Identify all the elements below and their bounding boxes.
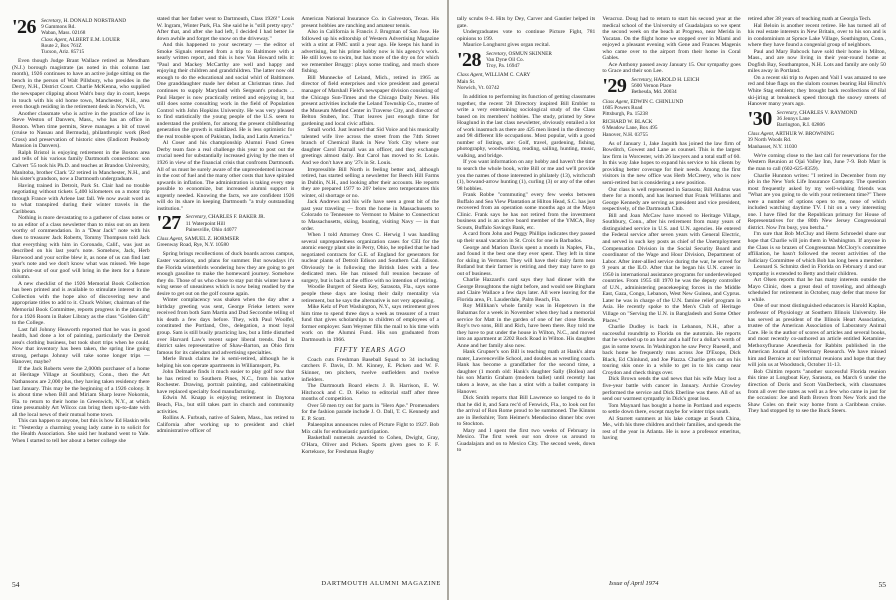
class-agent [157, 236, 295, 248]
left-column-3 [301, 16, 439, 564]
class-officers [631, 77, 699, 96]
paragraph: Irrepressible Bill North is feeling better and, although retired, has started selling a newsletter for Beech Hill Farms in Dublin, N.H., and looking after their accounts. He reports they are prepared 1977 to 20? below zero temperatures this winter, oil shortage or no. [301, 166, 439, 199]
section-title: FIFTY YEARS AGO [334, 346, 406, 355]
agent-name: ARTHUR W. BROWNING [775, 131, 835, 138]
paragraph: Having trained in Detroit, Park St. Clair had no trouble negotiating without tickets 5,400 kilometers on a motor trip through France with Arlene last fall. We now await word as to what transpired during their winter travels in the Caribbean. [12, 182, 150, 215]
secretary-role: Secretary, [631, 76, 653, 83]
paragraph: Ralph Bristol is enjoying retirement in the Boston area and tells of his various family Dartmouth connections: son Calvert '55 took his Ph.D. and teaches at Brandon University, Manitoba, brother Clark '22 retired in Manchester, N.H., and his sister's grandson, now a Dartmouth undergraduate. [12, 149, 150, 183]
right-column-2 [602, 16, 740, 564]
paragraph: Nothing is more devastating to a gatherer of class notes or to an editor of a class newsletter than to miss out on an item worthy of commendation. In a "Dear Jack" note with his dues to treasurer Jack Roberts, Tommy Thompson told Jack that everything with him in Coronado, Calif., was just as described on his last year's note. Somehow, Jack, Herb Harwood and your scribe blew it, as none of us can find last year's note and we don't know what was missed. We hope this print-out of our goof will bring in the item for a future column. [12, 215, 150, 281]
paragraph: stated that her father went to Dartmouth, Class 1926!" Louis W. Ingram, Winter Park, Fla. She said he is "still pretty spry." After that, and after she had left, I decided I had better lie down awhile and forget the snow on the driveway." [156, 16, 295, 42]
paragraph: A new checklist of the 1926 Memorial Book Collection has been printed and is available to stimulate interest in the Collection with the hope also of discovering new and appropriate titles to add to it. Chuck Wolser, chairman of the Memorial Book Committee, reports progress in the planning for a 1926 Room in Baker Library as the class "Golden Gift" to the College. [12, 280, 150, 327]
issue-date: Issue of April 1974 [609, 580, 659, 587]
agent-name: EDWIN C. CHINLUND [630, 98, 684, 105]
paragraph: Al Starrett summers at his lake cottage at South China, Me., with his three children and their families, and spends the rest of the year in Atlanta. He is now a professor emeritus, having [602, 415, 741, 442]
class-year: '26 [12, 16, 37, 38]
class-officers [777, 110, 858, 129]
agent-role: Class Agent, [457, 72, 484, 79]
secretary-role: Secretary, [41, 18, 63, 24]
paragraph: Maurice Longhurst gives organ recital. [463, 42, 551, 49]
secretary-address-2: Waban, Mass. 02168 [41, 30, 86, 37]
second-agent-address-1: 6 Meadow Lane, Box 495 [602, 125, 658, 132]
paragraph: The Dartmouth Board elects J. B. Harrison, E. W. Hitchcock and C. D. Kelso to editorial staff after three months of competition. [301, 383, 439, 403]
secretary-address-1: 5600 Vernon Place [631, 83, 672, 90]
paragraph: Roy Millikan's whole family was in Hopetown in the Bahamas for a week in November when they had a memorial service for Matt in the garden of one of her close friends. Roy's two sons, Bill and Rich, have been there. Roy told me they have to put under the house in Wilton, N.C., and moved into an apartment at 2202 Rock Road in Wilton. His daughter Anne and her family also now. [457, 303, 596, 349]
paragraph: Mike Kelz of Port Washington, N.Y., says retirement gives him time to spend three days a week as treasurer of a trust fund that gives scholarships to children of employees of a former employer. Sam Weymer fills the mail to his time with work on the Alumni Fund. His son graduated from Dartmouth in 1966. [301, 304, 439, 343]
paragraph: Bill Munnecke of Leland, Mich., retired in 1965 as director of field enterprises and vice president and general manager of Marshall Field's newspaper division consisting of the Chicago Sun-Times and the Chicago Daily News. His present activities include the Leland Township Co., trustee of the Museum Method Center in Traverse City, and director of Belton Stuben, Inc. That leaves just enough time for gardening and local civic affairs. [301, 74, 439, 127]
paragraph: Bill and Joan McCaw have moved to Heritage Village, Southbury, Conn., after his retirement from many years of distinguished service in U.S. and U.N. agencies. He entered the Federal service after seven years with General Electric, and served in such key posts as chief of the Unemployment Compensation Division in the Social Security Board and coordinator of the Wage and Hour Division, Department of Labor. After inter-allied service during the war, he served for 9 years at the ILO. After that he began his U.N. career in 1950 in international assistance programs for underdeveloped countries. From 1955 till 1970 he was the deputy controller of U.N., administering peacekeeping forces in the Middle East, Gaza, Congo, Lebanon, West New Guinea, and Cyprus. Later he was in charge of the U.N. famine relief program in Asia. He recently spoke to the Men's Club of Heritage Village on "Serving the U.N. in Bangladesh and Some Other Places." [602, 212, 741, 324]
paragraph: Hank Grupner's son Bill is teaching math at Hank's alma mater, Lawrenceville School, and doubles as wrestling coach. Hank has become a grandfather for the second time, a daughter (1 month old: Hank's daughter Sally (Bollea) and his son Martin Graham (modern ballet) until recently has taken a leave, as she has a stint with a ballet company in Hanover. [457, 349, 596, 395]
paragraph: Art Olsen reports that he has many interests outside the Mayo Clinic, does a great deal of traveling, and although scheduled for retirement in October, may defer that move for a while. [747, 277, 886, 303]
second-agent-address-2: Hanover, N.H. 03755 [602, 131, 648, 138]
class-agent [748, 131, 886, 150]
agent-address-1: Main St. [457, 78, 476, 85]
class-officers [41, 18, 126, 55]
secretary-address-2: Bethesda, Md. 20034 [631, 89, 677, 96]
paragraph: We're coming close to the last call for reservations for the Western Reunion at Ojai Valley Inn, June 7-9. Bob Marr is the man to call (602-625-8359). [747, 152, 886, 172]
class-header-1929 [602, 74, 740, 97]
agent-role: Class Agent, [747, 131, 775, 138]
paragraph: Winter complacency was shaken when the day after a birthday greeting was sent, George Frieke letters were received from both Sam Martin and Dud Seccombe telling of his death a few days before. They, with Paul Woolfel, constituted the Portland, Ore., delegation, a most loyal group. Sam is still busily practicing law, but a little disturbed over Harvard Law's recent super liberal trends. Dud is district sales representative of Shaw-Barton, an Ohio firm famous for its calendars and advertising specialties. [156, 297, 295, 356]
paragraph: Leonard S. Schmitz died in Florida on February 4 and our sympathy is extended to Betty and their children. [747, 264, 886, 277]
paragraph: In addition to performing its function of getting classmates together, the recent '28 Directory inspired Bill Embler to write a very entertaining sociological study of the Class based on its members' hobbies. The study, printed by Stew Hoaglund in the last class newsletter, obviously entailed a lot of work inasmuch as there are 425 men listed in the directory and 98 different life occupations. Most popular, with a good number of listings, are: Golf, travel, gardening, fishing, photography, woodworking, reading, sailing, hunting, music, walking, and bridge. [457, 93, 596, 159]
class-officers [486, 51, 552, 70]
secretary-name: OSMUN SKINNER [508, 50, 552, 57]
class-officers [186, 214, 265, 233]
agent-address-1: 39 North Woods Rd. [747, 137, 792, 144]
paragraph: tally scrubs 8-4. Hits by Dey, Carver and Gautier helped its gate. [457, 16, 596, 29]
agent-name: WILLIAM C. CARY [484, 72, 531, 79]
paragraph: This can happen to anyone, but this is how Ed Haskin tells it: "Yesterday a charming young lady came in to solicit for the Health Association. She said her husband went to Yale. When I started to tell her about a better college she [12, 418, 150, 444]
right-column-1 [457, 16, 595, 564]
agent-address: Greenway Road, Rye, N.Y. 10580 [156, 242, 229, 249]
paragraph: As of January 1, Jake Jaquith has joined the law firm of Bowditch, Gowest and Lane as counsel. This is the largest law firm in Worcester, with 26 lawyers and a total staff of 60. In this way Jake hopes to expand his service to his clients by providing better coverage for their needs. Among the first visitors in the new office was Herb McCreery, who is now semi-retired but is considering a new position. [602, 140, 741, 187]
agent-name: ALBERT E.M. LOUER [68, 36, 120, 43]
paragraph: Last fall Johnny Heaworth reported that he was in good health, had done a lot of painting, particularly the Detroit area's clothing business, but took short trips when he could. Now that inventory has been taken, the spring line going strong, perhaps Johnny will take some longer trips — Hanover, maybe? [12, 326, 150, 366]
paragraph: Merle Brush claims he is semi-retired, although he is helping his son operate apartments in Williamsport, Pa. [156, 356, 295, 369]
paragraph: Also in California is Francis J. Brugman of San Jose. He followed up his editorship of Western Advertising Magazine with a stint at FMC until a year ago. He keeps his hand in advertising, but his prime hobby now is his agency's work. He still loves to swim, but has more of the dry on for which we remember Bruggy: plays some trading, and much shore fishing. [301, 29, 439, 75]
paragraph: Another classmate who is active in the practice of law is Steve Weston of Danvers, Mass., who has an office in Boston. When time permits, Steve manages a bit of travel (cruise to Nassau and Bermuda), philanthropic work (Red Cross) and preservation of historic sites (Endicott Peabody Mansion in Danvers). [12, 110, 150, 150]
secretary-role: Secretary, [486, 50, 508, 57]
second-agent-name: RICHARD W. BLACK [602, 119, 653, 126]
agent-role: Class Agent, [41, 36, 68, 43]
agent-address-2: Pittsburgh, Pa. 15238 [602, 110, 648, 117]
secretary-address-1: Van Dyne Oil Co. [486, 56, 525, 63]
right-column-3 [748, 16, 886, 564]
paragraph: Dick Brown sends the sad news that his wife Mary lost a five-year battle with cancer in January. Archie Crowley performed the service and Dick Eberline was there. All of us send our warmest sympathy in Dick's great loss. [602, 376, 741, 403]
secretary-role: Secretary, [776, 109, 798, 116]
paragraph: Paul and Mary Babcock have sold their home in Milton, Mass., and are now living in their year-round home at Dogfish Bay, Southampton, N.H. Lots and family are only 50 miles away in Portland. [747, 48, 886, 75]
secretary-address-1: 9 Gammons Rd. [41, 24, 76, 31]
right-footer [449, 580, 896, 592]
paragraph: retired after 38 years of teaching math at Georgia Tech. [747, 16, 872, 22]
secretary-name: H. DONALD NORSTRAND [63, 18, 127, 24]
class-year: '30 [747, 107, 772, 130]
paragraph: Basketball numerals awarded to Cohen, Dwight, Gray, O'Hara, Oliver and Picken. Sports given goes to F. F. Kortekuce, for Freshman Rugby [301, 435, 439, 455]
page-number: 54 [12, 580, 20, 589]
paragraph: I'm sure that Bob McCluy and Herm Schroedel share our hope that Charlie will join them in Washington. If anyone in the Class is so brazen of Congressman McClory's committee affiliation, he hasn't followed the recent activities of the Judiciary Committee of which Bob has long been a member. [747, 231, 886, 264]
paragraph: Charlie Dudley is back in Lebanon, N.H., after a successful roundtrip to Florida on the autotrain. He reports that he worked up to an hour and a half for a dollar's worth of gas in some towns. In Washington he saw Percy Ruesell, and back home he frequently runs across Joe D'Esopo, Dick Black, Ed Chinlund, and Joe Piazza. Charlie gets out on his touring skis once in a while to get in to his camp near Croydon and check things over. [602, 324, 741, 376]
agent-address-2: Manhasset, N.Y. 11030 [747, 143, 797, 150]
secretary-name: CHARLES V. RAYMOND [799, 109, 858, 116]
paragraph: When I told Attorney Ores C. Herwig I was handling several unpreparedness organization cases for CEI for the atomic energy plant site in Perry, Ohio, he replied that he had negotiated contracts for G.E. of England for generators for nuclear plants of Detroit Edison and Southern Cal. Edison. Obviously he is following the British Isles with a few dedicated men. He has missed full reunion because of surgery, but is back at the office with no intention of retiring. [301, 232, 439, 284]
agent-role: Class Agent, [602, 98, 630, 105]
class-year: '27 [156, 212, 181, 235]
left-page [0, 0, 447, 600]
paragraph: Mary and I spent the first two weeks of February in Mexico. The first week our son drove us around to Guadalajara and on to Mexico City. The second week, down to [457, 427, 596, 454]
left-columns [12, 16, 439, 564]
paragraph: Palaeopitus announces rules of Picture Fight to 1927. Bob Mix calls for enthusiastic participation. [301, 422, 439, 435]
paragraph: One of our most distinguished educators is Harold Kaplan, professor of Physiology at Southern Illinois University. He has served as president of the Illinois Heart Association, trustee of the American Association of Laboratory Animal Care. He is the author of scores of articles and several books, and most recently co-authored an article entitled Ketamine-Methoxyflurane Anesthesia for Rabbits published in the American Journal of Veterinary Research. We have missed him and Bernice at our informal reunions and hope that they will join us at Woodstock, October 11-13. [747, 303, 886, 369]
paragraph: Over 50 men try out for parts in "Hero Ape." Promenaders for the fashion parade include J. O. Dall, T. C. Kennedy and E. P. Scott. [301, 402, 439, 422]
paragraph: Tom Maynard has bought a home in Portland and expects to settle down there, except maybe for winter trips south. [602, 402, 741, 416]
paragraph: Jack Andrews and his wife have seen a great bit of the past year traveling — from the home in Massachusetts to Colorado to Tennessee to Vermont to Maine to Connecticut to Massachusetts, skiing, boating, visiting Navy — in that order. [301, 199, 439, 232]
agent-address-1: 1605 Powers Road [602, 104, 643, 111]
paragraph: Charlie Hunnton writes: "I retired in December from my job in the New York Life Insurance Company. The question most frequently asked by my well-wishing friends was "What are you going to do with your retirement time?" There were a number of options open to me, none of which included watching daytime TV. I hit on a very interesting one. I have filed for the Republican primary for House of Representatives for the 80th New Jersey Congressional district. Now I'm busy, you betcha." [747, 172, 886, 231]
paragraph: Dick Smith reports that Bill Lawrence so longed to do it that he did it, and Sara rec'd of Fenwick, Fla., to look out for the arrival of Ron Rome proud to be summoned. The Kinnns are in Berkshire; Tom Heimer's Mendocino dinner bbc over to Stockton. [457, 395, 596, 428]
secretary-address-1: 11 Waterpoint Hill [185, 220, 226, 227]
paragraph: Spring brings recollections of duck boards across campus, Easter vacations, and plans for summer. But nowadays it's the Florida winterbirds wondering how they are going to get enough gasoline to make the homeward journey. Somehow they do. Those of us who chose to stay put this winter have a wing sense of uneasiness which is now being readied by the desire to get out on the golf course again. [156, 251, 295, 297]
paragraph: Frank Robbe "commuting" every few weeks between Buffalo and Sea View Plantation at Hilton Head, S.C. has just recovered from an operation some months ago at the Mayo Clinic. Frank says he has not retired from the investment business and is an active board member of the YMCA, Boy Scouts, Buffalo Savings Bank, etc. [457, 192, 596, 231]
paragraph: Charlie Hazzard's card says they had dinner with the George Broughtons the night before, and would see Bingham and Claire Wallace a few days later. All were leaving for the Florida area, Ft. Lauderdale, Palm Beach, Fla. [457, 277, 596, 303]
left-footer [0, 580, 447, 592]
secretary-address-2: Painesville, Ohio 44077 [185, 226, 237, 233]
agent-address-1: Route 2, Box 761Z [41, 42, 82, 49]
paragraph: American National Insurance Co. in Galveston, Texas. His present hobbies are ranching and amateur tennis. [301, 16, 439, 29]
paragraph: A card from John and Peggy Phillips indicates they passed up their usual vacation in St. Croix for one in Barbados. [457, 231, 596, 244]
secretary-name: CHARLES F. BAKER JR. [208, 214, 266, 221]
right-page [449, 0, 896, 600]
class-year: '28 [457, 48, 482, 71]
paragraph: Hal Beloin is another recent retiree. He has turned all of his real estate interests in New Britain, over to his son and is in condominium at Spruce Lake Village, Southington, Conn., where they have found a congenial group of neighbors. [747, 22, 886, 49]
page-number: 55 [878, 580, 886, 589]
paragraph: Ace Anthony passed away January 15. Our sympathy goes to Grace and their son Lee. [602, 61, 741, 75]
secretary-address-2: Barrington, R.I. 02806 [776, 122, 825, 129]
paragraph: Small world. Just learned that Sid Voice and his musically talented wife live across the street from the 74th Street branch of Chemical Bank in New York City where our daughter Carol Durnall was an officer, and they exchange greetings almost daily. But Carol has moved to St. Louis. And we don't have any '27s in St. Louis. [301, 127, 439, 167]
paragraph: Even though Judge Brant Wallace retired as Mendham (N.J.) borough magistrate (as noted in this column last month), 1926 continues to have an active judge sitting on the bench in the person of Walt Pillsbury, who presides in the Derry, N.H., District Court. Charlie McKenna, who supplied the newspaper clipping about Walt's busy day in court, keeps in touch with his old home town, Manchester, N.H., area even though residing in the retirement desk in Norwich, Vt. [12, 58, 150, 111]
left-column-2 [157, 16, 295, 564]
paragraph: On a recent ski trip to Aspen and Vail I was amazed to see red and blue flags on the slalom courses bearing Hal Hirsch's White Stag emblem; they brought back recollections of Hal ski-jiring at breakneck speed through the snowy streets of Hanover many years ago. [747, 74, 886, 108]
class-header-1926 [12, 18, 150, 55]
class-agent [457, 72, 595, 91]
secretary-address-2: Troy, Pa. 16947 [486, 63, 520, 70]
paragraph: If the Jack Roberts were the 2,000th purchaser of a home at Heritage Village at Southbury, Conn., then the Art Nathansons are 2,000 plus, they having taken residency there last January. This may be the beginning of a 1926 colony. It is about time when Bill and Miriam Sharp leave Nokomis, Fla. to return to their home in Greenwich, N.Y., at which time presumably Art Wilcox can bring them up-to-date with all the local news of their mutual home town. [12, 365, 150, 418]
secretary-address-1: 36 Jennys Lane [776, 115, 810, 122]
paragraph: Woodie Burgert of Siesta Key, Sarasota, Fla., says some people these days are losing their daily mentality via retirement, but he says the alternative is not very appealing. [301, 284, 439, 304]
agent-address-2: Tucson, Ariz. 85715 [41, 49, 85, 56]
paragraph: George and Marion Davis spent a month in Naples, Fla., and found it the best one they ever spent. They left in time for skiing in Vermont. They will have their dairy farm near Rutland but their farmer is retiring and they may have to go out of business. [457, 244, 596, 277]
class-header-1930 [747, 107, 886, 130]
paragraph: Edwin M. Knapp is enjoying retirement in Daytona Beach, Fla., but still takes part in church and community activities. [156, 395, 295, 415]
left-column-1 [12, 16, 150, 564]
paragraph: Bob Chittim reports "another successful Florida reunion this time at Longboat Key, Sarasota, on March 6 under the direction of Doris and Scott VanDerbeck, with classmates from all over the states as well as a few who came in just for the occasion: Joe and Ruth Brown from New York and the Shaw Coles on their way home from a Caribbean cruise. They had stopped by to see the Buck Steers. [747, 368, 886, 415]
right-columns [457, 16, 886, 564]
agent-role: Class Agent, [156, 236, 184, 243]
paragraph: Our class is well represented in Sarasota; Bill Andrus was there for a month, and has learned that Frank Williams and George Kennedy are serving as president and vice president, respectively, of the Dartmouth Club. [602, 186, 741, 213]
secretary-role: Secretary, [185, 214, 207, 221]
paragraph: Al Coser and his championship Alumni Fund Green Derby team face a real challenge this year to post out the crucial need for substantially increased giving by the men of 1926 in view of the financial crisis that confronts Dartmouth. All of us must be surely aware of the unprecedented increase in the cost of fuel and the many other costs that have spiraled upwards in inflation. The administration is taking every step possible to economize, but increased alumni support is urgently needed. Knowing the facts, we are confident 1926 will do its share in keeping Dartmouth "a truly outstanding institution." [156, 140, 295, 212]
paragraph: Rollins A. Furbush, native of Salem, Mass., has retired to California after working up to president and chief administrative officer of [156, 415, 295, 435]
secretary-name: HAROLD H. LEICH [653, 76, 700, 83]
paragraph: And this happened to your secretary — the editor of Smoke Signals returned from a trip to Baltimore with a nearly written report, and this is how Van Howard tells it: "Paul and Mackey McCarthy are well and happy and enjoying their children and grandchildren. The latter now old enough to do the educational and social whirl of Baltimore. One granddaughter made her debut at Christmas time. Jud continues to supply Maryland with Sergeant's products ... Paul Harper is now practically retired and enjoying it, but still does some consulting work in the field of Population Control with John Hopkins University. He was very pleased to find statistically the young people of the U.S. seem to understand the problem, for among the present childbearing generation the growth is stabilized. He is less optimistic for the real trouble spots of Pakistan, India, and Latin America." [156, 42, 295, 140]
paragraph: John Delmarle finds it much easier to play golf now that he has retired to Southern Pines, N.C., from his native Rochester. Drawing, portrait painting, and cabinetmaking have replaced specialty food manufacturing. [156, 369, 295, 395]
paragraph: If you want information on any hobby and haven't the time to search the whole book, write Bill or me and we'll provide you the names of those interested in philately (13), witchcraft (1), bowand-arrow hunting (1), curling (3) or any of the other 98 hobbies. [457, 159, 596, 192]
magazine-title: DARTMOUTH ALUMNI MAGAZINE [321, 580, 441, 587]
class-agents [602, 99, 740, 138]
class-header-1927 [157, 214, 295, 233]
agent-name: SAMUEL Z. HORMSER [184, 236, 240, 243]
class-year: '29 [602, 74, 627, 97]
class-header-1928 [457, 48, 595, 71]
paragraph: Coach cuts Freshman Baseball Squad to 34 including catchers F. Davis, D. M. Kinney, E. Picken and W. F. Skinner, ten pitchers, twelve outfielders and twelve infielders. [301, 356, 439, 383]
agent-address-2: Norwich, Vt. 03742 [457, 84, 500, 91]
paragraph: Undergraduates vote to continue Picture Fight, 781 opinions to 199. [457, 29, 596, 42]
paragraph: Veracruz. Doug had to return to start his second year at the medical school of the University of Guadalajara so we spent the second week on the beach at Progreso, near Merida in Yucatan. On the flight home we stopped over in Miami and enjoyed a pleasant evening with Gene and Frances Magenis who came over to the airport from their home in Coral Gables. [602, 16, 741, 62]
